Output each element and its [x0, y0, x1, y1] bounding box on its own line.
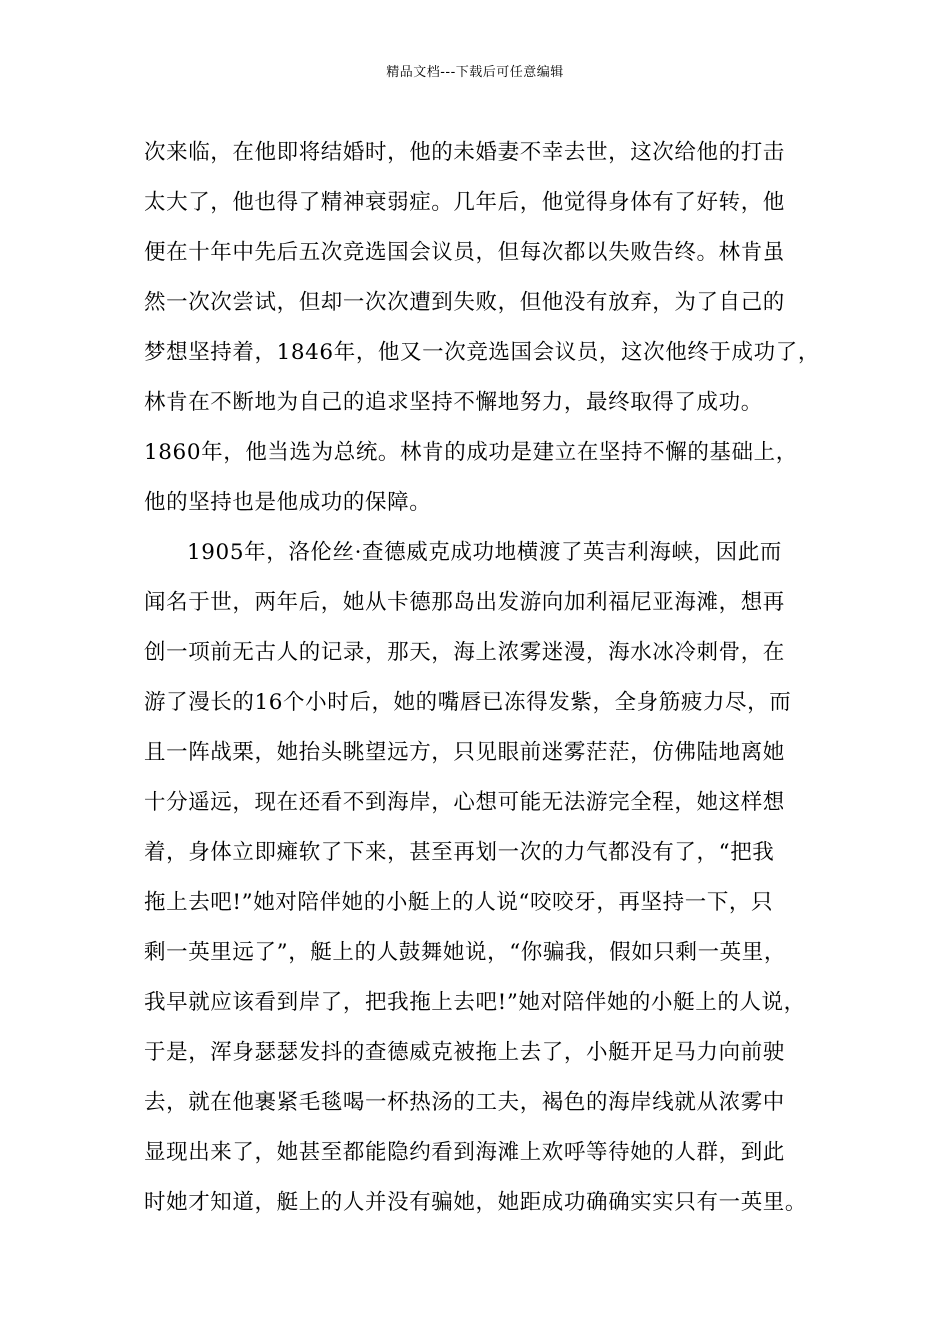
text-line: 去，就在他裹紧毛毯喝一杯热汤的工夫，褐色的海岸线就从浓雾中	[144, 1090, 785, 1115]
text-line: 林肯在不断地为自己的追求坚持不懈地努力，最终取得了成功。	[144, 390, 763, 415]
text-line: 便在十年中先后五次竞选国会议员，但每次都以失败告终。林肯虽	[144, 240, 785, 265]
paragraph-lincoln	[144, 128, 824, 528]
text-line: 剩一英里远了”，艇上的人鼓舞她说，“你骗我，假如只剩一英里，	[144, 940, 786, 965]
text-line: 着，身体立即瘫软了下来，甚至再划一次的力气都没有了，“把我	[144, 840, 775, 865]
text-line: 拖上去吧!”她对陪伴她的小艇上的人说“咬咬牙，再坚持一下，只	[144, 890, 774, 915]
text-line: 创一项前无古人的记录，那天，海上浓雾迷漫，海水冰冷刺骨，在	[144, 640, 785, 665]
text-line: 我早就应该看到岸了，把我拖上去吧!”她对陪伴她的小艇上的人说，	[144, 990, 806, 1015]
text-line: 显现出来了，她甚至都能隐约看到海滩上欢呼等待她的人群，到此	[144, 1140, 785, 1165]
text-line: 时她才知道，艇上的人并没有骗她，她距成功确确实实只有一英里。	[144, 1190, 808, 1215]
text-line: 然一次次尝试，但却一次次遭到失败，但他没有放弃，为了自己的	[144, 290, 785, 315]
text-line: 游了漫长的16个小时后，她的嘴唇已冻得发紫，全身筋疲力尽，而	[144, 690, 792, 715]
paragraph-chadwick	[144, 528, 824, 1228]
text-line: 闻名于世，两年后，她从卡德那岛出发游向加利福尼亚海滩，想再	[144, 590, 785, 615]
text-line: 1905年，洛伦丝·查德威克成功地横渡了英吉利海峡，因此而	[187, 540, 782, 565]
text-line: 太大了，他也得了精神衰弱症。几年后，他觉得身体有了好转，他	[144, 190, 785, 215]
text-line: 于是，浑身瑟瑟发抖的查德威克被拖上去了，小艇开足马力向前驶	[144, 1040, 785, 1065]
text-line: 梦想坚持着，1846年，他又一次竞选国会议员，这次他终于成功了，	[144, 340, 820, 365]
document-body	[144, 128, 824, 1228]
text-line: 且一阵战栗，她抬头眺望远方，只见眼前迷雾茫茫，仿佛陆地离她	[144, 740, 785, 765]
page-header: 精品文档---下载后可任意编辑	[386, 65, 564, 80]
text-line: 次来临，在他即将结婚时，他的未婚妻不幸去世，这次给他的打击	[144, 140, 785, 165]
text-line: 1860年，他当选为总统。林肯的成功是建立在坚持不懈的基础上，	[144, 440, 798, 465]
text-line: 他的坚持也是他成功的保障。	[144, 490, 432, 515]
text-line: 十分遥远，现在还看不到海岸，心想可能无法游完全程，她这样想	[144, 790, 785, 815]
